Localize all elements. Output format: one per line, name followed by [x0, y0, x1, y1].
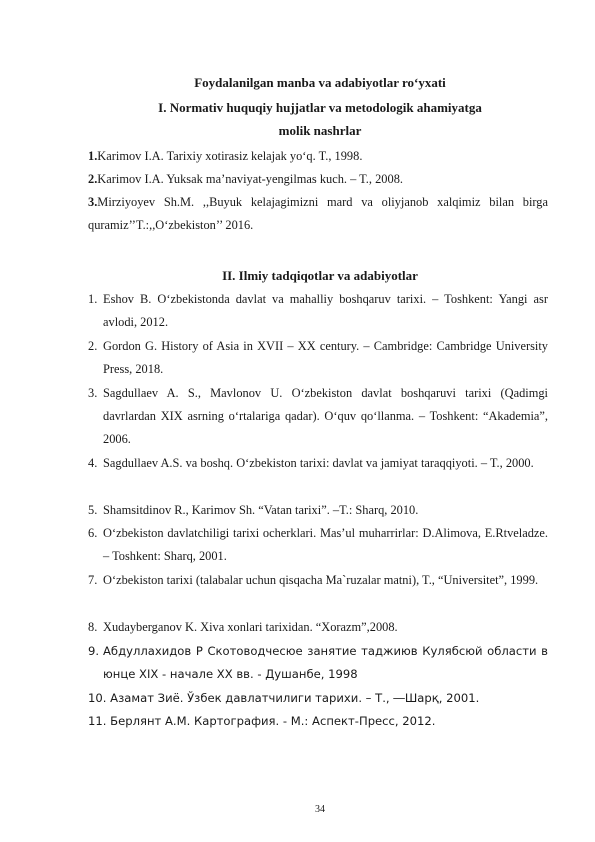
- list-item: Gordon G. History of Asia in XVII – XX century. – Cambridge: Cambridge University Press, 2018.: [103, 339, 548, 376]
- list-item: Sagdullaev A. S., Mavlonov U. O‘zbekiston davlat boshqaruvi tarixi (Qadimgi davrlardan XIX asrning o‘rtalariga qadar). O‘quv qo‘llanma. – Toshkent: “Akademia”, 2006.: [103, 386, 548, 446]
- list-item: Shamsitdinov R., Karimov Sh. “Vatan tarixi”. –T.: Sharq, 2010.: [103, 503, 419, 517]
- item-text: Азамат Зиё. Ўзбек давлатчилиги тарихи. – Т., ―Шарқ, 2001.: [110, 691, 480, 705]
- list-item: O‘zbekiston tarixi (talabalar uchun qisqacha Ma`ruzalar matni), T., “Universitet”, 1999.: [103, 573, 539, 587]
- list-item: [88, 714, 548, 728]
- section1-heading: I. Normativ huquqiy hujjatlar va metodologik ahamiyatga molik nashrlar: [158, 100, 482, 138]
- page-number: 34: [315, 804, 325, 815]
- item-number: 2.: [88, 172, 98, 186]
- list-item: Абдуллахидов Р Скотоводчесюе занятие таджиюв Кулябсюй области в юнце XIX - начале XX вв. - Душанбе, 1998: [103, 644, 548, 681]
- item-number: 10.: [88, 691, 107, 705]
- item-number: 9.: [88, 644, 100, 658]
- item-number: 7.: [88, 573, 98, 587]
- item-text: Karimov I.A. Yuksak ma’naviyat-yengilmas kuch. – T., 2008.: [97, 172, 403, 186]
- item-number: 11.: [88, 714, 107, 728]
- item-number: 1.: [88, 149, 98, 163]
- item-number: 5.: [88, 503, 98, 517]
- item-number: 3.: [88, 386, 98, 400]
- item-number: 4.: [88, 456, 98, 470]
- item-number: 1.: [88, 292, 98, 306]
- item-number: 6.: [88, 526, 98, 540]
- page-title: Foydalanilgan manba va adabiyotlar ro‘yxati: [194, 75, 446, 90]
- list-item: Eshov B. O‘zbekistonda davlat va mahalliy boshqaruv tarixi. – Toshkent: Yangi asr avlodi, 2012.: [103, 292, 548, 329]
- list-item: O‘zbekiston davlatchiligi tarixi ocherklari. Mas’ul muharrirlar: D.Alimova, E.Rtveladze. – Toshkent: Sharq, 2001.: [103, 526, 548, 563]
- item-text: Karimov I.A. Tarixiy xotirasiz kelajak yo‘q. T., 1998.: [97, 149, 363, 163]
- list-item: [88, 149, 548, 164]
- item-number: 8.: [88, 620, 98, 634]
- item-number: 2.: [88, 339, 98, 353]
- list-item: [88, 172, 548, 187]
- item-number: 3.: [88, 195, 98, 209]
- item-text: Mirziyoyev Sh.M. ,,Buyuk kelajagimizni mard va oliyjanob xalqimiz bilan birga quramiz’’T.:,,O‘zbekiston’’ 2016.: [88, 195, 548, 232]
- list-item: [88, 191, 548, 237]
- list-item: Xudayberganov K. Xiva xonlari tarixidan. “Xorazm”,2008.: [103, 620, 398, 634]
- item-text: Берлянт А.М. Картография. - М.: Аспект-Пресс, 2012.: [110, 714, 436, 728]
- list-item: [88, 691, 548, 705]
- list-item: Sagdullaev A.S. va boshq. O‘zbekiston tarixi: davlat va jamiyat taraqqiyoti. – T., 2000.: [103, 456, 534, 470]
- section2-heading: II. Ilmiy tadqiqotlar va adabiyotlar: [222, 268, 418, 283]
